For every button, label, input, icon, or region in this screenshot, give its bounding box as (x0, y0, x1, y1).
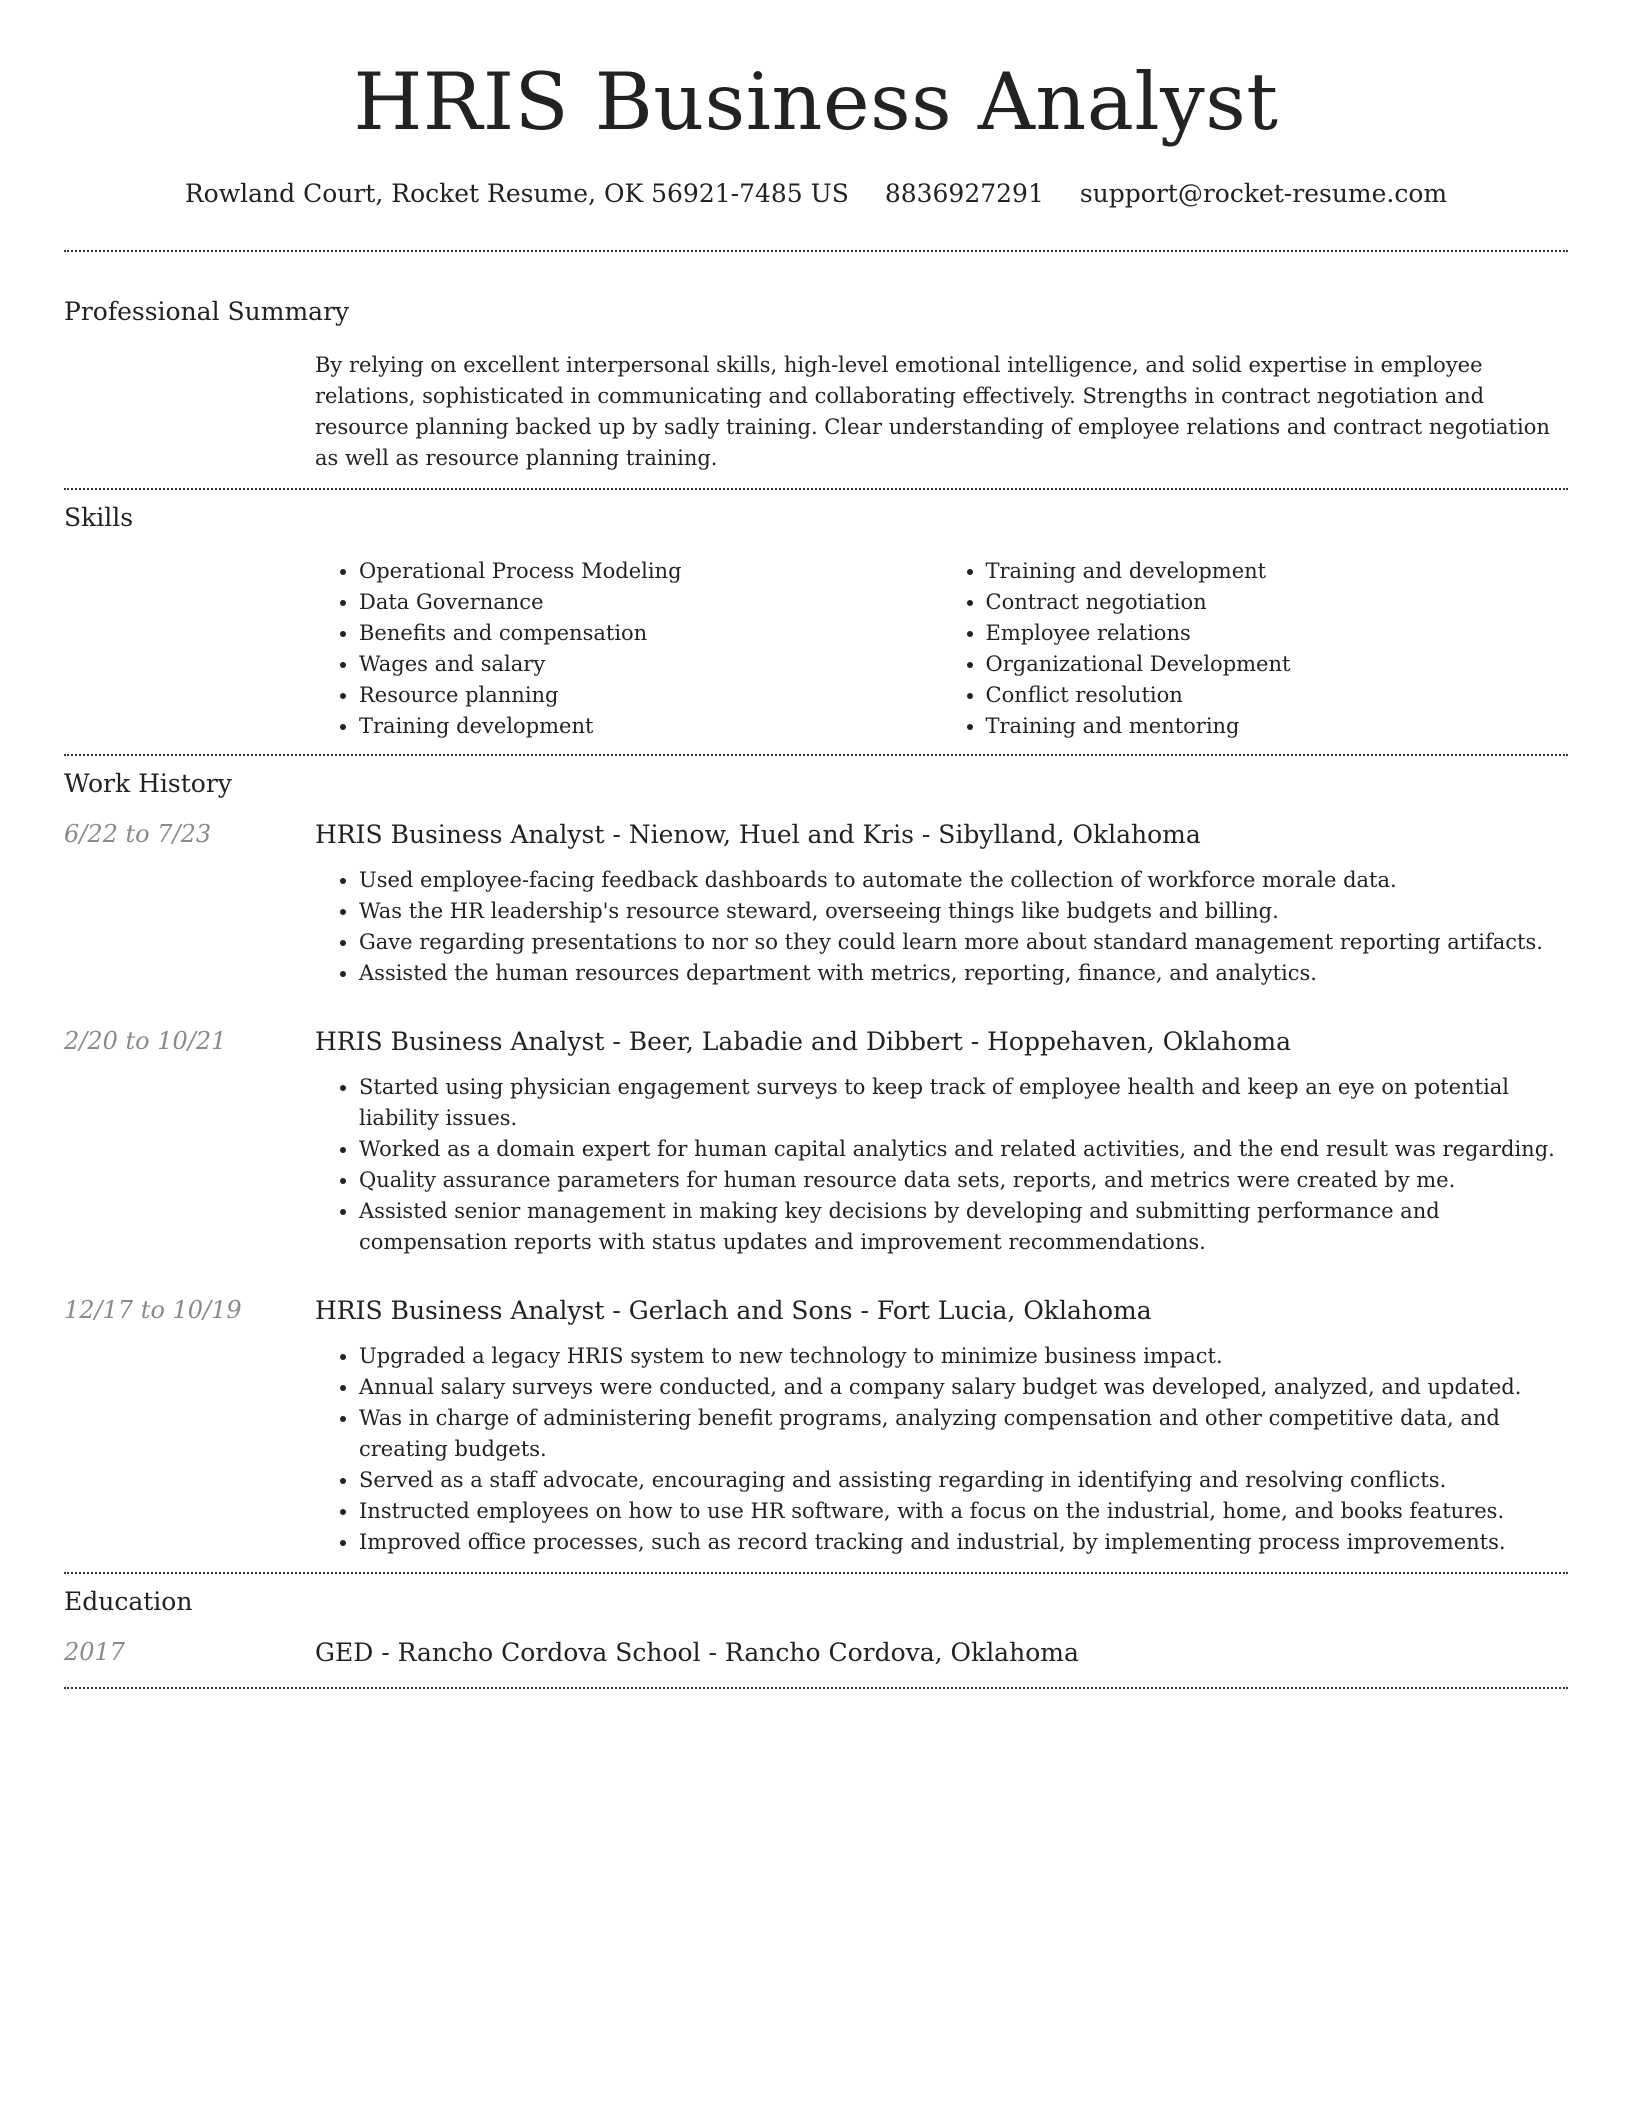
contact-address: Rowland Court, Rocket Resume, OK 56921-7485 US (184, 179, 849, 208)
divider (64, 1687, 1568, 1689)
education-entry (64, 1636, 1568, 1669)
skill-item: • Training and mentoring (986, 711, 1569, 742)
bullet-list (315, 1072, 1568, 1258)
bullet-item: • Started using physician engagement surveys to keep track of employee health and keep an eye on potential liability issues. (359, 1072, 1568, 1134)
bullet-item: • Was in charge of administering benefit programs, analyzing compensation and other competitive data, and creating budgets. (359, 1403, 1568, 1465)
skill-item: • Benefits and compensation (359, 618, 942, 649)
work-entry (64, 1294, 1568, 1558)
bullet-item: • Upgraded a legacy HRIS system to new technology to minimize business impact. (359, 1341, 1568, 1372)
skill-item: • Training and development (986, 556, 1569, 587)
entry-heading: HRIS Business Analyst - Beer, Labadie and Dibbert - Hoppehaven, Oklahoma (315, 1027, 1292, 1056)
bullet-item: • Gave regarding presentations to nor so they could learn more about standard management reporting artifacts. (359, 927, 1568, 958)
section-title-work-history: Work History (64, 769, 232, 798)
skill-item: • Training development (359, 711, 942, 742)
entry-body (315, 1025, 1568, 1258)
contact-email[interactable]: support@rocket-resume.com (1079, 179, 1448, 208)
work-history-section (64, 756, 1568, 1572)
entry-heading: HRIS Business Analyst - Nienow, Huel and Kris - Sibylland, Oklahoma (315, 820, 1201, 849)
entry-heading: HRIS Business Analyst - Gerlach and Sons - Fort Lucia, Oklahoma (315, 1296, 1152, 1325)
section-title-skills: Skills (64, 503, 134, 532)
entry-dates: 12/17 to 10/19 (64, 1296, 242, 1324)
skill-item: • Organizational Development (986, 649, 1569, 680)
bullet-item: • Assisted senior management in making key decisions by developing and submitting performance and compensation reports with status updates and improvement recommendations. (359, 1196, 1568, 1258)
entry-body (315, 1636, 1568, 1669)
entry-body (315, 818, 1568, 989)
skills-section (64, 490, 1568, 742)
bullet-list (315, 865, 1568, 989)
skill-item: • Conflict resolution (986, 680, 1569, 711)
skills-grid (315, 556, 1568, 742)
education-section (64, 1574, 1568, 1687)
bullet-item: • Worked as a domain expert for human capital analytics and related activities, and the end result was regarding. (359, 1134, 1568, 1165)
section-title-summary: Professional Summary (64, 297, 350, 326)
work-entry (64, 1025, 1568, 1258)
bullet-item: • Was the HR leadership's resource steward, overseeing things like budgets and billing. (359, 896, 1568, 927)
entry-dates: 2/20 to 10/21 (64, 1027, 227, 1055)
bullet-item: • Quality assurance parameters for human resource data sets, reports, and metrics were created by me. (359, 1165, 1568, 1196)
entry-body (315, 1294, 1568, 1558)
entry-dates: 6/22 to 7/23 (64, 820, 212, 848)
bullet-item: • Served as a staff advocate, encouraging and assisting regarding in identifying and resolving conflicts. (359, 1465, 1568, 1496)
skills-list-left (315, 556, 942, 742)
work-entry (64, 818, 1568, 989)
skill-item: • Contract negotiation (986, 587, 1569, 618)
entry-heading: GED - Rancho Cordova School - Rancho Cordova, Oklahoma (315, 1638, 1079, 1667)
entry-dates: 2017 (64, 1638, 126, 1666)
divider (64, 250, 1568, 252)
skill-item: • Employee relations (986, 618, 1569, 649)
bullet-item: • Assisted the human resources department with metrics, reporting, finance, and analytics. (359, 958, 1568, 989)
bullet-item: • Used employee-facing feedback dashboards to automate the collection of workforce morale data. (359, 865, 1568, 896)
bullet-item: • Improved office processes, such as record tracking and industrial, by implementing process improvements. (359, 1527, 1568, 1558)
skills-list-right (942, 556, 1569, 742)
section-title-education: Education (64, 1587, 193, 1616)
skill-item: • Data Governance (359, 587, 942, 618)
bullet-item: • Annual salary surveys were conducted, and a company salary budget was developed, analyzed, and updated. (359, 1372, 1568, 1403)
skill-item: • Operational Process Modeling (359, 556, 942, 587)
skill-item: • Resource planning (359, 680, 942, 711)
summary-text: By relying on excellent interpersonal skills, high-level emotional intelligence, and solid expertise in employee relations, sophisticated in communicating and collaborating effectively. Strengths in contract negotiation and resource planning backed up by sadly training. Clear understanding of employee relations and contract negotiation as well as resource planning training. (315, 353, 1550, 470)
bullet-list (315, 1341, 1568, 1558)
skill-item: • Wages and salary (359, 649, 942, 680)
contact-phone: 8836927291 (884, 179, 1044, 208)
bullet-item: • Instructed employees on how to use HR software, with a focus on the industrial, home, and books features. (359, 1496, 1568, 1527)
resume-title: HRIS Business Analyst (353, 56, 1279, 148)
contact-line (64, 178, 1568, 210)
